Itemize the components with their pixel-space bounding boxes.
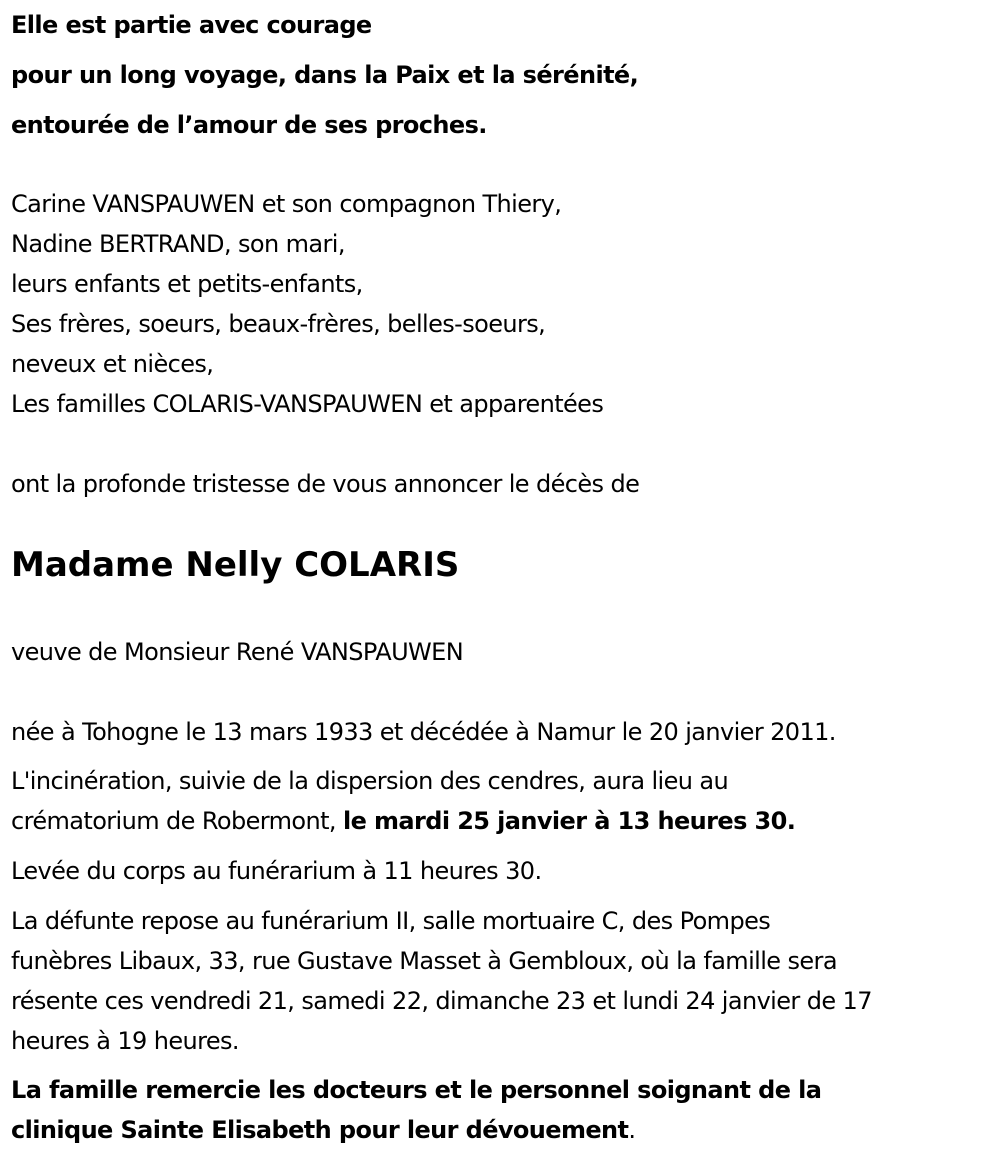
repose-line-3: résente ces vendredi 21, samedi 22, dimanche 23 et lundi 24 janvier de 17 xyxy=(11,987,872,1015)
family-line-2: Nadine BERTRAND, son mari, xyxy=(11,230,345,258)
family-line-4: Ses frères, soeurs, beaux-frères, belles-soeurs, xyxy=(11,310,546,338)
levee-text: Levée du corps au funérarium à 11 heures 30. xyxy=(11,857,542,885)
repose-line-1: La défunte repose au funérarium II, salle mortuaire C, des Pompes xyxy=(11,907,771,935)
family-line-5: neveux et nièces, xyxy=(11,350,214,378)
birth-death-text: née à Tohogne le 13 mars 1933 et décédée à Namur le 20 janvier 2011. xyxy=(11,718,836,746)
repose-line-4: heures à 19 heures. xyxy=(11,1027,239,1055)
widow-of-text: veuve de Monsieur René VANSPAUWEN xyxy=(11,638,464,666)
family-line-6: Les familles COLARIS-VANSPAUWEN et apparentées xyxy=(11,390,604,418)
family-line-1: Carine VANSPAUWEN et son compagnon Thiery, xyxy=(11,190,562,218)
thanks-clinic: clinique Sainte Elisabeth pour leur dévouement xyxy=(11,1116,629,1144)
repose-line-2: funèbres Libaux, 33, rue Gustave Masset à Gembloux, où la famille sera xyxy=(11,947,837,975)
cremation-location: crématorium de Robermont, xyxy=(11,807,343,835)
cremation-datetime: le mardi 25 janvier à 13 heures 30. xyxy=(342,807,796,835)
intro-line-2: pour un long voyage, dans la Paix et la sérénité, xyxy=(11,61,639,89)
cremation-line-1: L'incinération, suivie de la dispersion des cendres, aura lieu au xyxy=(11,767,729,795)
intro-line-1: Elle est partie avec courage xyxy=(11,11,372,39)
family-line-3: leurs enfants et petits-enfants, xyxy=(11,270,363,298)
thanks-line-1: La famille remercie les docteurs et le personnel soignant de la xyxy=(11,1076,822,1104)
announcement-text: ont la profonde tristesse de vous annoncer le décès de xyxy=(11,470,640,498)
intro-line-3: entourée de l’amour de ses proches. xyxy=(11,111,487,139)
thanks-line-2 xyxy=(11,1115,635,1145)
cremation-line-2 xyxy=(11,806,795,836)
deceased-name: Madame Nelly COLARIS xyxy=(11,545,460,585)
thanks-period: . xyxy=(628,1116,636,1144)
